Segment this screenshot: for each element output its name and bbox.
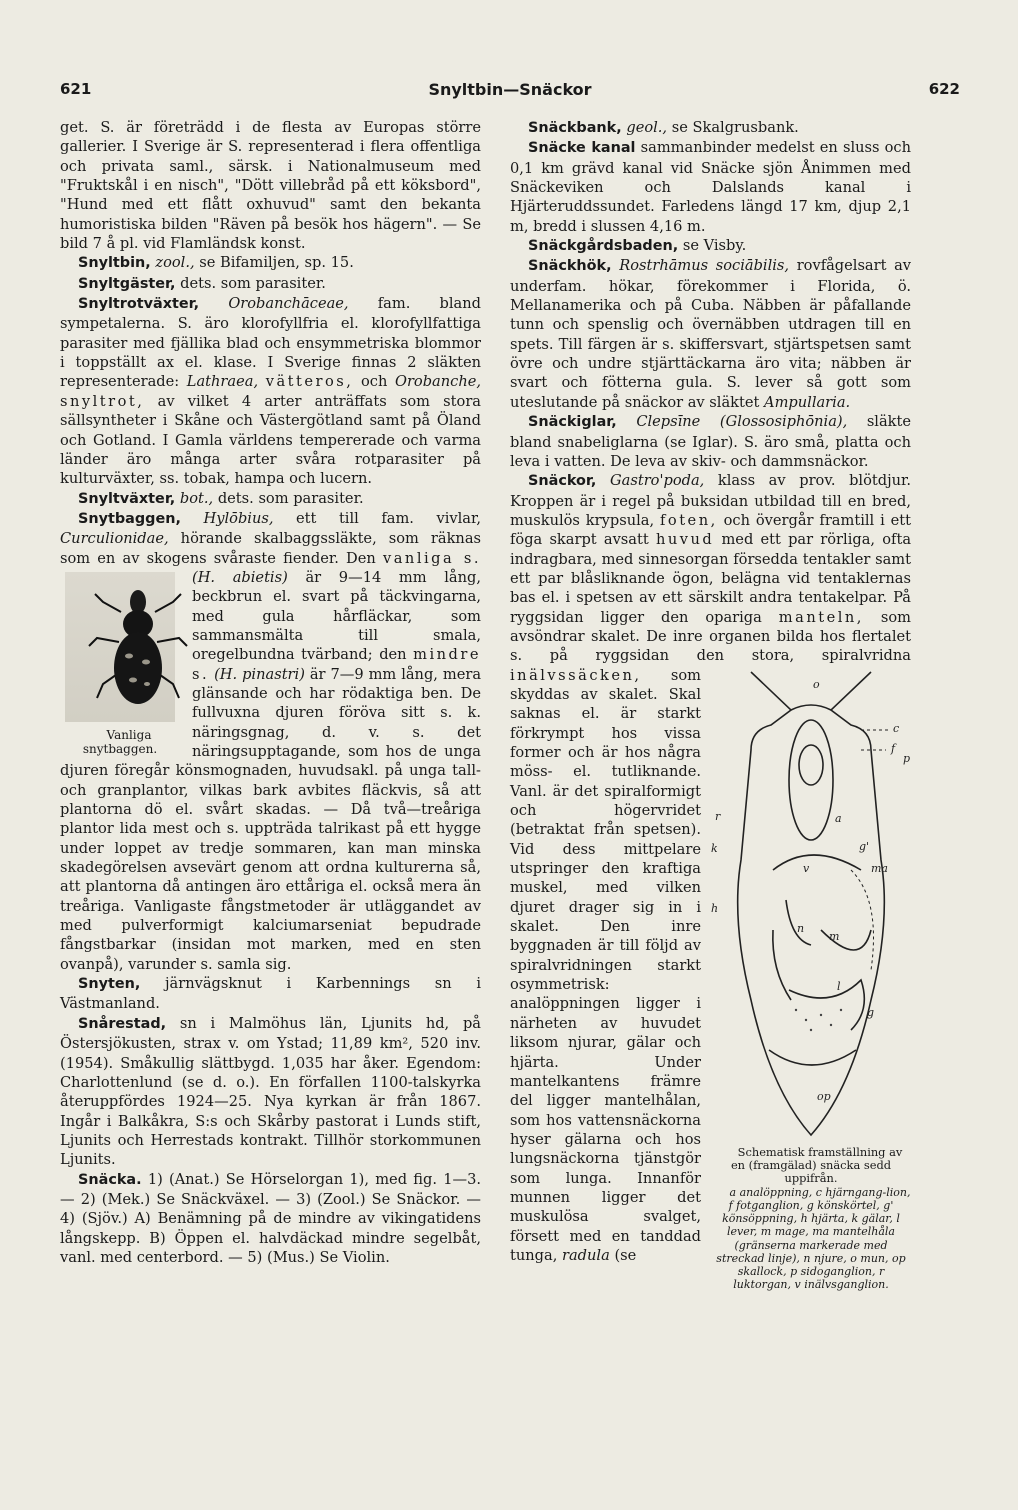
fig-label-o: o <box>813 677 820 691</box>
entry-snyltgaster <box>60 274 481 294</box>
spaced-term: vätteros, <box>265 373 354 391</box>
abbr: zool., <box>155 254 195 272</box>
entry-text: (se <box>614 1246 637 1264</box>
latin: (Glossosiphōnia), <box>719 413 848 431</box>
entry-text: 1) (Anat.) Se Hörselorgan 1), med fig. 1—3. — 2) (Mek.) Se Snäckväxel. — 3) (Zool.) Se Snäckor. — 4) (Sjöv.) A) Benämning på de mindre av vikingatidens långskepp. B) Öppen el. halvdäckad mindre segelbåt, vanl. med centerbord. — 5) (Mus.) Se Violin. <box>60 1170 481 1266</box>
spaced-term: mindre s. <box>192 646 481 683</box>
left-column <box>60 118 481 1267</box>
beetle-caption: Vanliga snytbaggen. <box>82 727 158 756</box>
fig-label-k: k <box>711 841 718 855</box>
headword: Snäcka. <box>78 1171 142 1188</box>
fig-label-r: r <box>715 809 721 823</box>
fig-label-m: m <box>829 929 840 943</box>
latin: Ampullaria. <box>764 393 851 411</box>
entry-snyltbin <box>60 253 481 273</box>
headword: Snyltrotväxter, <box>78 296 200 313</box>
beetle-icon <box>83 572 193 722</box>
entry-text: fam. bland sympetalerna. S. äro klorofyllfria el. klorofyllfattiga parasiter med fjällika blad och ensymmetriska blommor i toppställt ax el. klase. I Sverige finnas 2 släkten representerade: <box>60 295 481 391</box>
latin: Orobanchāceae, <box>228 295 349 313</box>
entry-text: sn i Malmöhus län, Ljunits hd, på Östersjökusten, strax v. om Ystad; 11,89 km², 520 inv. (1954). Småkullig slättbygd. 1,035 har åker. Egendom: Charlottenlund (se d. o.). En förfallen 1100-talskyrka återuppfördes 1924—25. Nya kyrkan är från 1867. Ingår i Balkåkra, S:s och Skårby pastorat i Lunds stift, Ljunits och Herrestads kontrakt. Tillhör storkommunen Ljunits. <box>60 1014 481 1169</box>
entry-text: och <box>361 373 388 391</box>
fig-label-p: p <box>903 751 911 765</box>
fig-label-h: h <box>711 901 719 915</box>
entry-text: är 9—14 mm lång, beckbrun el. svart på täckvingarna, med gula hårfläckar, som sammansmälta till smala, oregelbundna tvärband; den <box>192 568 482 664</box>
fig-label-l: l <box>837 979 841 993</box>
fig-label-g-prime: g' <box>859 839 870 853</box>
latin: Gastro'poda, <box>609 472 705 490</box>
headword: Snäckor, <box>528 473 597 490</box>
right-page-number: 622 <box>928 80 960 98</box>
entry-text: släkte bland snabeliglarna (se Iglar). S. äro små, platta och leva i vatten. De leva av skiv- och dammsnäckor. <box>510 413 912 470</box>
headword: Snyten, <box>78 976 141 993</box>
headword: Snyltbin, <box>78 255 151 272</box>
entry-snyltvaxter <box>60 489 481 509</box>
beetle-image <box>65 572 175 722</box>
abbr: geol., <box>626 119 668 136</box>
spaced-term: manteln, <box>778 608 864 626</box>
left-page-number: 621 <box>60 80 92 98</box>
headword: Snäckbank, <box>528 120 622 136</box>
entry-text: klass av prov. blötdjur. Kroppen är i regel på buksidan utbildad till en bred, muskulös krypsula, <box>510 472 912 529</box>
entry-snacka <box>60 1170 481 1268</box>
spaced-term: foten, <box>660 511 718 529</box>
spaced-term: vanliga s. <box>382 549 482 567</box>
latin: Lathraea, <box>186 373 259 391</box>
fig-label-a: a <box>835 811 842 825</box>
entry-snyten <box>60 974 481 1014</box>
fig-label-n: n <box>797 921 805 935</box>
fig-label-f: f <box>891 741 896 755</box>
entry-text: av vilket 4 arter anträffats som stora sällsyntheter i Skåne och Västergötland samt på Öland och Gotland. I Gamla världens tempererade och varma länder äro många arter svåra rotparasiter på kulturväxter, ss. tobak, hampa och lucern. <box>60 392 482 488</box>
headword: Snyltväxter, <box>78 490 176 507</box>
latin: radula <box>562 1246 610 1264</box>
headword: Snytbaggen, <box>78 510 181 527</box>
entry-text: med ett par rörliga, ofta indragbara, med sinnesorgan försedda tentakler samt ett par blåsliknande ögon, belägna vid tentaklernas bas el. i spetsen av ett särskilt andra tentakelpar. På ryggsidan ligger den opariga <box>510 531 912 626</box>
fig-label-ma: ma <box>871 861 888 875</box>
latin: Clepsīne <box>636 413 701 431</box>
entry-text: se Bifamiljen, sp. 15. <box>199 254 354 272</box>
beetle-figure <box>60 572 180 756</box>
entry-text: rovfågelsart av underfam. hökar, förekommer i Florida, ö. Mellanamerika och på Cuba. Näbben är påfallande tunn och spenslig och övernäbben utdragen till en spets. Till färgen är s. skiffersvart, stjärtspetsen samt övre och undre stjärttäckarna äro vita; näbben är svart och fötterna gula. S. lever så gott som uteslutande på snäckor av släktet <box>510 257 912 411</box>
entry-text: ett till fam. vivlar, <box>296 509 482 527</box>
headword: Snyltgäster, <box>78 275 176 292</box>
snail-figure <box>711 670 911 1292</box>
headword: Snäckgårdsbaden, <box>528 238 679 255</box>
spaced-term: huvud <box>655 531 715 549</box>
entry-text: är 7—9 mm lång, mera glänsande och har rödaktiga ben. De fullvuxna djuren föröva sitt s. k. näringsgnag, d. v. s. det näringsupptagande, som hos de unga djuren föregår könsmognaden, huvudsakl. på unga tall- och granplantor, vilkas bark avbites fläckvis, så att plantorna dö el. svårt skadas. — Då två—treåriga plantor lida mest och s. uppträda talrikast på ett hygge under loppet av tredje sommaren, kan man minska skadegörelsen avsevärt genom att ordna kulturerna så, att plantorna då antingen äro ettåriga el. också mera än treåriga. Vanligaste fångstmetoder är utläggandet av med pulverformigt kalciumarseniat bepudrade fångstbarkar (insidan mot marken, med en sten ovanpå), varunder s. samla sig. <box>60 665 482 973</box>
entry-snyltrotvaxter <box>60 294 481 488</box>
entry-text: dets. som parasiter. <box>180 274 326 292</box>
entry-text: se Visby. <box>682 237 747 255</box>
latin: (H. abietis) <box>192 568 288 586</box>
figure-caption <box>711 1146 911 1292</box>
figure-caption-title: Schematisk framställning av en (framgälad) snäcka sedd uppifrån. <box>730 1144 903 1186</box>
headword: Snäckiglar, <box>528 414 617 431</box>
entry-snackbank <box>510 118 911 138</box>
latin: Hylōbius, <box>203 509 274 527</box>
page-header <box>60 80 960 104</box>
entry-text: järnvägsknut i Karbennings sn i Västmanland. <box>60 975 482 1013</box>
fig-label-v: v <box>803 861 810 875</box>
entry-text: som avsöndrar skalet. De inre organen bilda hos flertalet s. på ryggsidan den stora, spiralvridna <box>510 608 911 665</box>
entry-snytbaggen <box>60 509 481 974</box>
latin: Orobanche, <box>394 373 482 391</box>
entry-text: dets. som parasiter. <box>217 489 364 507</box>
entry-text: sammanbinder medelst en sluss och 0,1 km grävd kanal vid Snäcke sjön Ånimmen med Snäckeviken och Dalslands kanal i Hjärteruddssundet. Farledens längd 17 km, djup 2,1 m, bredd i slussen 4,16 m. <box>510 139 911 235</box>
entry-snackhok <box>510 256 911 412</box>
snail-diagram-icon <box>711 670 911 1140</box>
fig-label-c: c <box>893 721 900 735</box>
spaced-term: snyltrot, <box>60 392 145 410</box>
entry-snackiglar <box>510 412 911 471</box>
abbr: bot., <box>179 489 214 507</box>
entry-text: se Skalgrusbank. <box>671 119 799 136</box>
entry-text: och övergår framtill i ett föga skarpt avsatt <box>510 511 912 549</box>
figure-legend: a analöppning, c hjärngang-lion, f fotganglion, g könskörtel, g' könsöppning, h hjärta, k gälar, l lever, m mage, ma mantelhåla (gränserna markerade med streckad linje), n njure, o mun, op skallock, p sidoganglion, r luktorgan, v inälvsganglion. <box>716 1185 911 1292</box>
entry-snackgardsbaden <box>510 236 911 256</box>
entry-snarestad <box>60 1014 481 1170</box>
right-column <box>510 118 911 1295</box>
continuation-paragraph: get. S. är företrädd i de flesta av Europas större gallerier. I Sverige är S. representerad i flera offentliga och privata saml., särsk. i Nationalmuseum med "Fruktskål i en nisch", "Dött villebråd på ett köksbord", "Hund med ett flått oxhuvud" samt den bekanta humoristiska bilden "Räven på besök hos hägern". — Se bild 7 å pl. vid Flamländsk konst. <box>60 119 481 253</box>
entry-text: hörande skalbaggssläkte, som räknas som en av skogens svåraste fiender. Den <box>60 530 482 567</box>
latin: Curculionidae, <box>60 530 169 548</box>
page-title: Snyltbin—Snäckor <box>428 80 592 99</box>
fig-label-g: g <box>867 1005 875 1019</box>
spaced-term: inälvssäcken, <box>510 666 642 684</box>
fig-label-op: op <box>817 1089 831 1103</box>
entry-text: som skyddas av skalet. Skal saknas el. är starkt förkrympt hos vissa former och är hos några möss- el. tutliknande. Vanl. är det spiralformigt och högervridet (betraktat från spetsen). Vid dess mittpelare utspringer den kraftiga muskel, med vilken djuret drager sig in i skalet. Den inre byggnaden är till följd av spiralvridningen starkt osymmetrisk: analöppningen ligger i närheten av huvudet liksom njurar, gälar och hjärta. Under mantelkantens främre del ligger mantelhålan, som hos vattensnäckorna hyser gälarna och hos lungsnäckorna tjänstgör som lunga. Innanför munnen ligger det muskulösa svalget, försett med en tanddad tunga, <box>510 666 701 1264</box>
headword: Snäcke kanal <box>528 140 636 157</box>
latin: (H. pinastri) <box>214 665 305 683</box>
latin: Rostrhāmus sociābilis, <box>619 257 790 275</box>
headword: Snäckhök, <box>528 258 612 275</box>
headword: Snårestad, <box>78 1015 167 1032</box>
entry-snacke-kanal <box>510 138 911 236</box>
entry-snackor <box>510 471 912 1292</box>
